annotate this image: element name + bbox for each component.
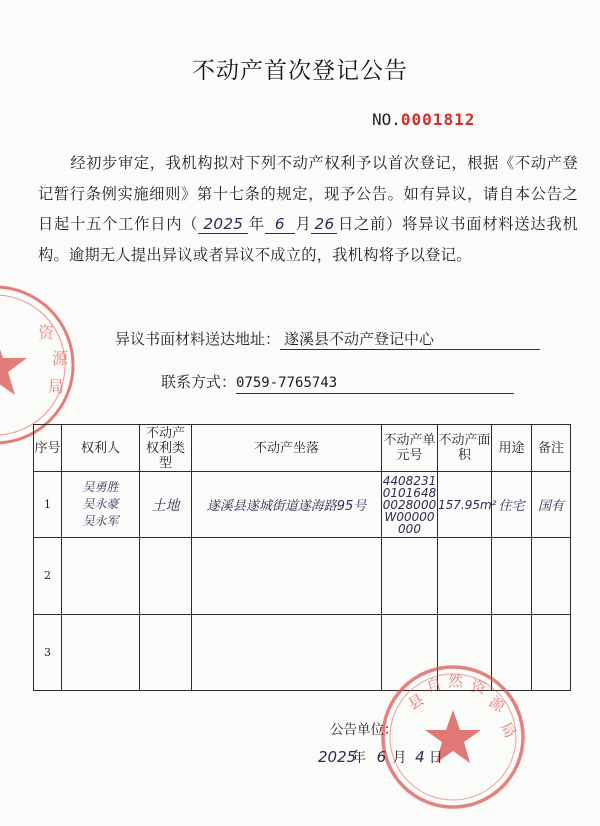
holder-name: 吴永豪 [82,497,119,512]
svg-text:局: 局 [496,719,520,742]
deadline-month-unit: 月 [294,215,312,233]
row-index: 2 [34,538,62,614]
objection-address-label: 异议书面材料送达地址： [115,330,281,348]
date-year-unit: 年 [352,750,366,766]
col-header-unit-no: 不动产单元号 [382,425,438,472]
svg-text:县: 县 [405,690,428,714]
col-header-area: 不动产面积 [438,425,492,472]
holder-name: 吴勇胜 [82,480,119,495]
row-right-type: 土地 [140,472,192,538]
date-month-unit: 月 [392,750,407,766]
row-holders [62,472,140,538]
table-header-row [34,425,571,472]
objection-address-value: 遂溪县不动产登记中心 [280,330,540,350]
date-month: 6 [376,748,387,766]
row-remark: 国有 [532,472,571,538]
contact-row [161,371,514,394]
svg-text:资: 资 [38,323,55,342]
col-header-index: 序号 [34,425,62,472]
col-header-right-type: 不动产权利类型 [140,425,192,472]
row-remark [532,538,571,614]
deadline-year-unit: 年 [248,215,265,233]
date-day-unit: 日 [428,750,443,766]
page-title: 不动产首次登记公告 [192,58,408,84]
official-seal-stamp [378,662,528,812]
deadline-year: 2025 [198,215,248,234]
contact-value: 0759-7765743 [236,374,514,394]
svg-text:源: 源 [52,349,69,368]
table-row [34,472,571,538]
svg-text:资: 资 [468,676,489,698]
serial-number [372,110,475,129]
registration-table [33,424,571,691]
svg-text:然: 然 [448,672,464,690]
contact-label: 联系方式： [161,373,237,391]
row-unit-no [382,538,438,614]
svg-text:自: 自 [424,674,444,696]
row-remark [532,614,571,690]
row-index: 1 [34,472,62,538]
row-area [438,538,492,614]
row-usage [492,538,532,614]
serial-value: 0001812 [400,110,476,129]
deadline-month: 6 [265,215,295,234]
row-location [192,538,382,614]
row-right-type [140,614,192,690]
body-text-part1: 经初步审定，我机构拟对下列不动产权利予以首次登记，根据《不动产登记暂行条例实施细则》第十七条的规定，现予公告。如有异议，请自本公告之日起十五个工作日内（ [38,154,578,233]
row-area: 157.95m² [438,472,492,538]
col-header-usage: 用途 [492,425,532,472]
row-location: 遂溪县遂城街道遂海路95号 [192,472,382,538]
deadline-day: 26 [311,215,337,234]
holder-name: 吴永军 [82,514,119,529]
serial-prefix: NO. [372,110,401,129]
table-row [34,538,571,614]
col-header-location: 不动产坐落 [192,425,382,472]
col-header-holder: 权利人 [62,425,140,472]
row-location [192,614,382,690]
objection-address-row [115,328,540,350]
row-index: 3 [34,614,62,690]
row-right-type [140,538,192,614]
row-usage: 住宅 [492,472,532,538]
announcement-body [38,148,578,270]
row-holders [62,614,140,690]
announcement-date [318,747,443,767]
date-day: 4 [415,748,425,766]
row-holders [62,538,140,614]
col-header-remark: 备注 [532,425,571,472]
announcing-unit-label: 公告单位： [330,722,398,738]
svg-text:源: 源 [485,692,509,716]
date-year: 2025 [318,748,357,766]
row-unit-no: 440823101016480028000W00000000 [382,472,438,538]
body-text-part2: 日之前）将异议书面材料送达我机构。逾期无人提出异议或者异议不成立的，我机构将予以登记。 [38,215,578,264]
svg-text:局: 局 [48,377,65,396]
